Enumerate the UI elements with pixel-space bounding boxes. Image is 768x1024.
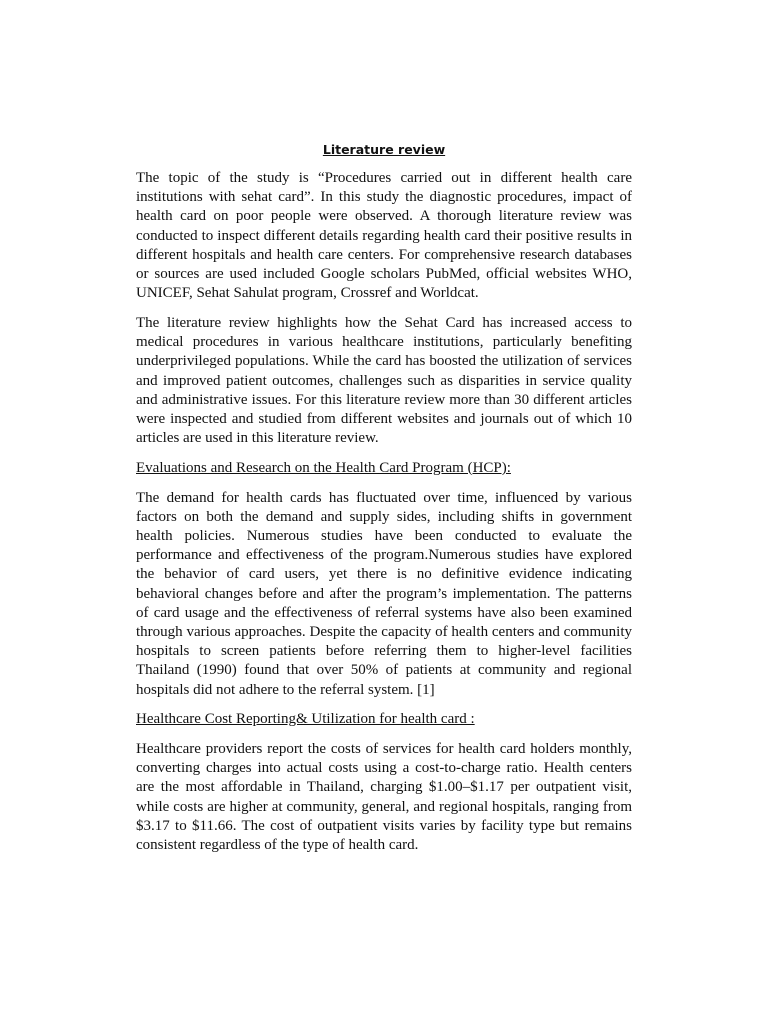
document-body [136,140,632,866]
intro-paragraph-1: The topic of the study is “Procedures carried out in different health care institutions with sehat card”. In this study the diagnostic procedures, impact of health card on poor people were observed. A thorough literature review was conducted to inspect different details regarding health card their positive results in different hospitals and health care centers. For comprehensive research databases or sources are used included Google scholars PubMed, official websites WHO, UNICEF, Sehat Sahulat program, Crossref and Worldcat. [136,170,632,302]
intro-paragraph-2: The literature review highlights how the Sehat Card has increased access to medical procedures in various healthcare institutions, particularly benefiting underprivileged populations. While the card has boosted the utilization of services and improved patient outcomes, challenges such as disparities in service quality and administrative issues. For this literature review more than 30 different articles were inspected and studied from different websites and journals out of which 10 articles are used in this literature review. [136,314,632,447]
section-heading-cost: Healthcare Cost Reporting& Utilization for health card : [136,711,475,728]
section-paragraph-hcp: The demand for health cards has fluctuated over time, influenced by various factors on both the demand and supply sides, including shifts in government health policies. Numerous studies have been conducted to evaluate the performance and effectiveness of the program.Numerous studies have explored the behavior of card users, yet there is no definitive evidence indicating behavioral changes before and after the program’s implementation. The patterns of card usage and the effectiveness of referral systems have also been examined through various approaches. Despite the capacity of health centers and community hospitals to screen patients before referring them to higher-level facilities Thailand (1990) found that over 50% of patients at community and regional hospitals did not adhere to the referral system. [1] [136,489,632,698]
section-heading-hcp: Evaluations and Research on the Health Card Program (HCP): [136,459,511,476]
document-title: Literature review [322,142,446,157]
section-paragraph-cost: Healthcare providers report the costs of services for health card holders monthly, converting charges into actual costs using a cost-to-charge ratio. Health centers are the most affordable in Thailand, charging $1.00–$1.17 per outpatient visit, while costs are higher at community, general, and regional hospitals, ranging from $3.17 to $11.66. The cost of outpatient visits varies by facility type but remains consistent regardless of the type of health card. [136,740,632,853]
